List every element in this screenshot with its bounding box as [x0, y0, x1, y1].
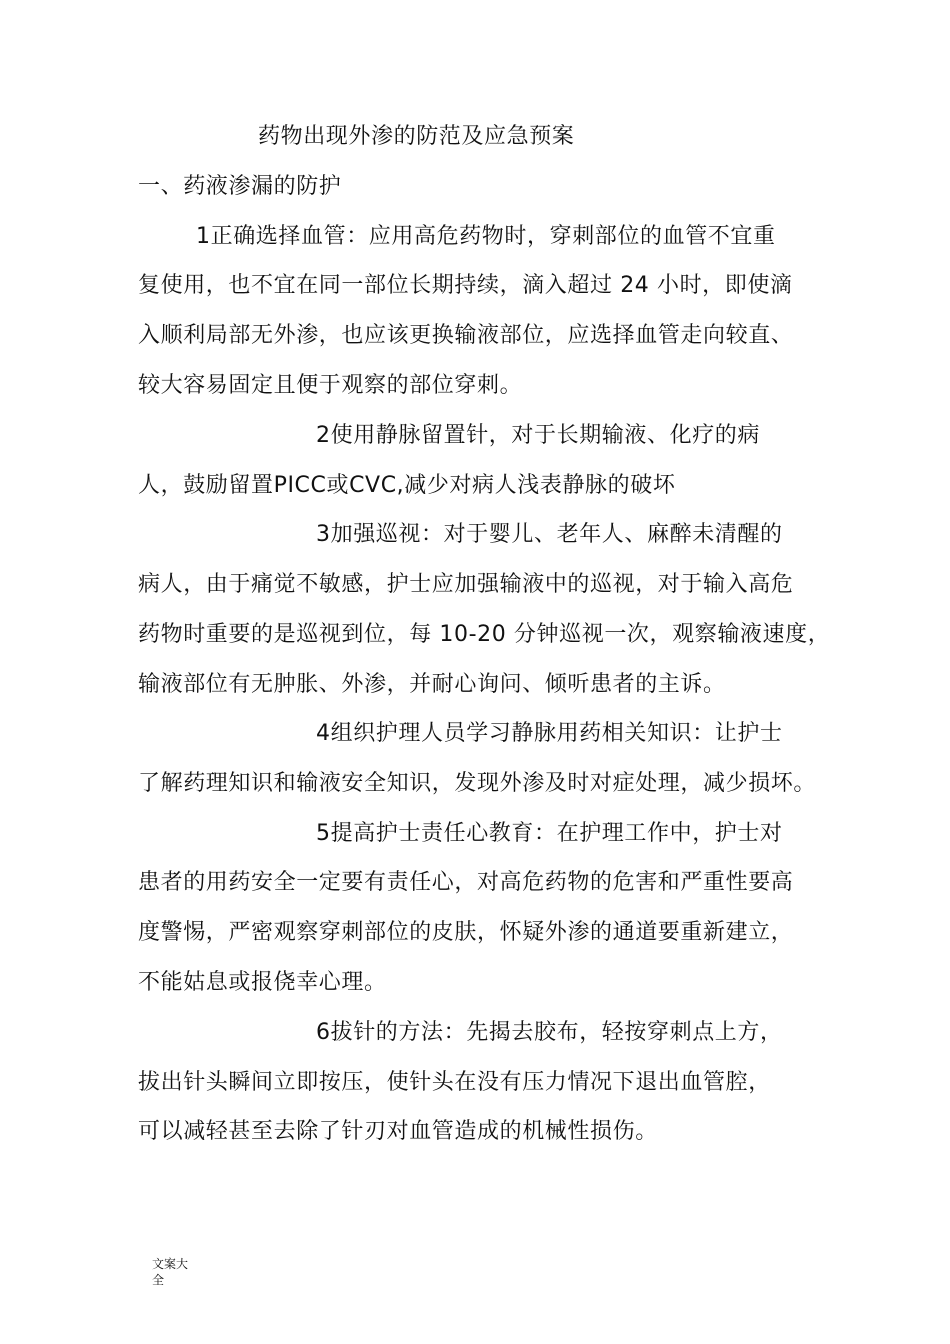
item-1-line-4: 较大容易固定且便于观察的部位穿刺。 [138, 373, 523, 398]
item-5-line-3: 度警惕，严密观察穿刺部位的皮肤，怀疑外渗的通道要重新建立， [138, 920, 794, 945]
item-2-line-1: 2使用静脉留置针，对于长期输液、化疗的病 [316, 423, 760, 448]
item-6-line-3: 可以减轻甚至去除了针刃对血管造成的机械性损伤。 [138, 1119, 658, 1144]
item-4-line-2: 了解药理知识和输液安全知识，发现外渗及时对症处理，减少损坏。 [138, 771, 817, 796]
item-3-line-2: 病人，由于痛觉不敏感，护士应加强输液中的巡视，对于输入高危 [138, 572, 794, 597]
item-5-line-2: 患者的用药安全一定要有责任心，对高危药物的危害和严重性要高 [138, 870, 794, 895]
item-3-line-1: 3加强巡视：对于婴儿、老年人、麻醉未清醒的 [316, 522, 783, 547]
item-2-line-2: 人，鼓励留置PICC或CVC,减少对病人浅表静脉的破坏 [138, 473, 676, 498]
item-4-line-1: 4组织护理人员学习静脉用药相关知识：让护士 [316, 721, 783, 746]
document-title: 药物出现外渗的防范及应急预案 [258, 124, 575, 149]
item-1-line-3: 入顺利局部无外渗，也应该更换输液部位，应选择血管走向较直、 [138, 323, 794, 348]
item-5-line-4: 不能姑息或报侥幸心理。 [138, 970, 387, 995]
item-6-line-2: 拔出针头瞬间立即按压，使针头在没有压力情况下退出血管腔， [138, 1070, 771, 1095]
item-3-line-4: 输液部位有无肿胀、外渗，并耐心询问、倾听患者的主诉。 [138, 672, 726, 697]
item-3-line-3: 药物时重要的是巡视到位，每 10-20 分钟巡视一次，观察输液速度， [138, 622, 831, 647]
item-6-line-1: 6拔针的方法：先揭去胶布，轻按穿刺点上方， [316, 1020, 783, 1045]
item-1-line-2: 复使用，也不宜在同一部位长期持续，滴入超过 24 小时，即使滴 [138, 273, 793, 298]
item-1-line-1: 1正确选择血管：应用高危药物时，穿刺部位的血管不宜重 [196, 224, 776, 249]
footer-text: 文案大全 [152, 1257, 189, 1287]
section-heading: 一、药液渗漏的防护 [138, 174, 342, 199]
item-5-line-1: 5提高护士责任心教育：在护理工作中，护士对 [316, 821, 783, 846]
